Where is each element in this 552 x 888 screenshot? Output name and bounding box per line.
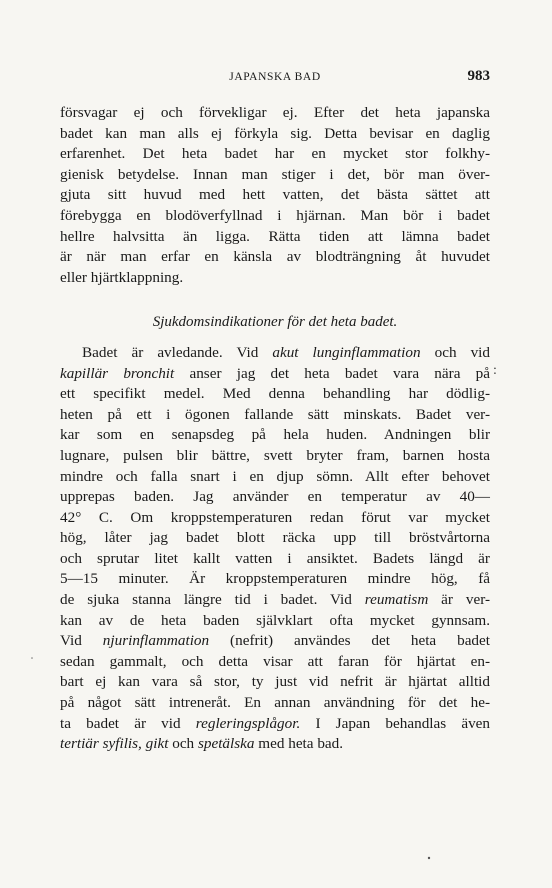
text-line: Badet är avledande. Vid akut lunginflammation och vid [82,343,490,361]
running-head: JAPANSKA BAD [229,71,321,83]
text-line: badet kan man alls ej förkyla sig. Detta bevisar en daglig [60,124,490,142]
margin-mark: : [493,363,497,378]
text-line: tertiär syfilis, gikt och spetälska med heta bad. [60,735,344,753]
text-line: de sjuka stanna längre tid i badet. Vid reumatism är ver- [60,591,491,609]
text-line: mindre och falla snart i en djup sömn. Allt efter behovet [60,467,490,485]
text-line: försvagar ej och förvekligar ej. Efter det heta japanska [60,104,490,121]
text-line: på något sätt intreneråt. En annan användning för det he- [60,694,490,712]
page-number: 983 [467,68,490,84]
text-line: 5—15 minuter. Är kroppstemperaturen mindre hög, få [60,570,490,588]
speck [428,857,430,859]
text-line: ta badet är vid regleringsplågor. I Japan behandlas även [60,714,490,732]
text-line: kapillär bronchit anser jag det heta badet vara nära på [60,364,491,382]
text-line: lugnare, pulsen blir bättre, svett bryter fram, barnen hosta [60,446,490,464]
text-line: erfarenhet. Det heta badet har en mycket stor folkhy- [60,145,490,163]
text-line: sedan gammalt, och detta visar att faran för hjärtat en- [60,652,490,670]
text-line: gienisk betydelse. Innan man stiger i det, bör man över- [60,165,490,183]
text-line: eller hjärtklappning. [60,268,184,286]
text-line: hög, låter jag badet blott räcka upp till bröstvårtorna [60,529,490,547]
page-header [60,68,490,88]
page-body [60,103,490,755]
text-line: är när man erfar en känsla av blodträngning åt huvudet [60,248,490,266]
text-line: bart ej kan vara så stor, ty just vid nefrit är hjärtat alltid [60,673,490,691]
text-line: gjuta sitt huvud med hett vatten, det bästa sättet att [60,186,490,204]
text-line: upprepas baden. Jag använder en temperatur av 40— [60,488,490,506]
paragraph-bathing-advice [60,103,490,288]
speck [31,657,33,659]
text-line: Vid njurinflammation (nefrit) användes det heta badet [60,632,490,650]
text-line: heten på ett i ögonen fallande sätt minskats. Badet ver- [60,405,490,423]
text-line: kar som en senapsdeg på hela huden. Andningen blir [60,426,490,444]
text-line: och sprutar litet kallt vatten i ansiktet. Badets längd är [60,549,490,567]
text-line: kan av de heta baden självklart ofta mycket gynnsam. [60,611,490,629]
section-subheading: Sjukdomsindikationer för det heta badet. [152,314,398,331]
text-line: hellre halvsitta än ligga. Rätta tiden att lämna badet [60,227,490,245]
text-line: förebygga en blodöverfyllnad i hjärnan. Man bör i badet [60,206,490,224]
paragraph-indications [60,343,490,755]
text-line: ett specifikt medel. Med denna behandling har dödlig- [60,385,490,403]
text-line: 42° C. Om kroppstemperaturen redan förut var mycket [60,508,490,526]
